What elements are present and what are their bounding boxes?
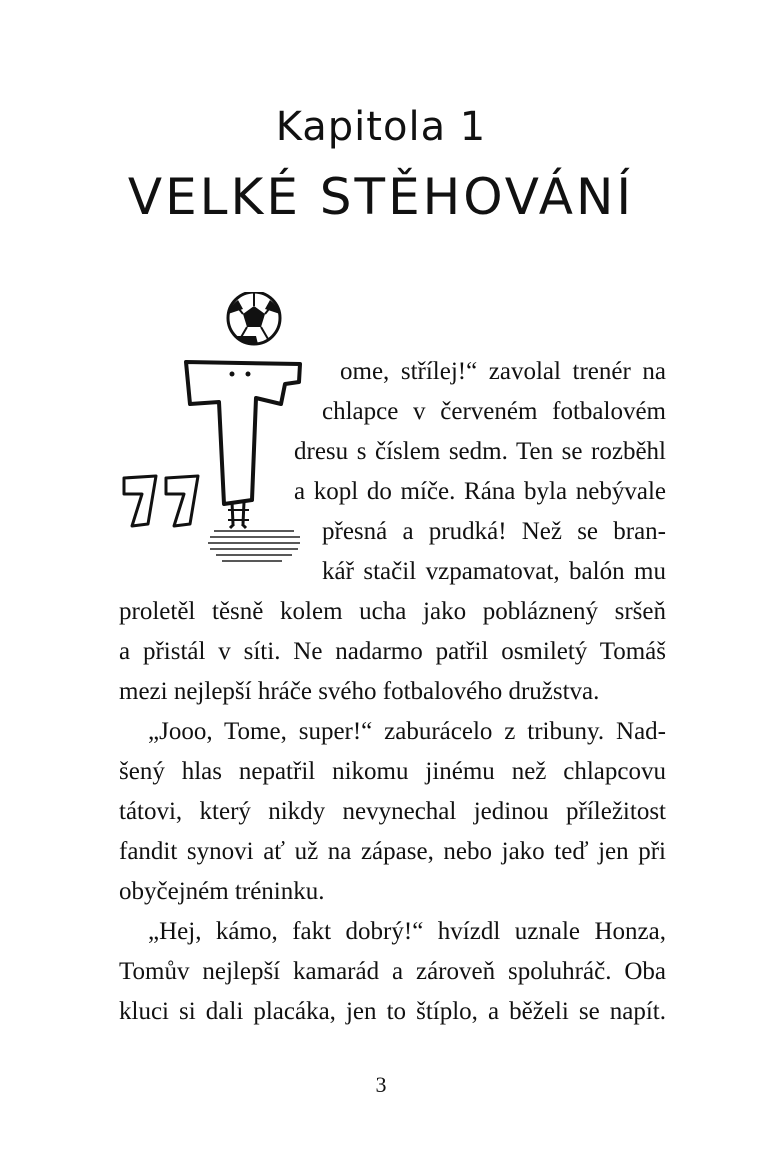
body-line: kluci si dali placáka, jen to štíplo, a běželi se napít. <box>119 998 666 1025</box>
body-line: mezi nejlepší hráče svého fotbalového družstva. <box>119 678 600 705</box>
body-line: přesná a prudká! Než se bran- <box>322 518 666 545</box>
body-line: Tomův nejlepší kamarád a zároveň spoluhráč. Oba <box>119 958 666 985</box>
soccer-ball-icon <box>228 292 280 344</box>
chapter-label: Kapitola 1 <box>275 104 487 150</box>
body-line: kář stačil vzpamatovat, balón mu <box>322 558 666 585</box>
body-line: „Hej, kámo, fakt dobrý!“ hvízdl uznale Honza, <box>148 918 666 945</box>
body-line: šený hlas nepatřil nikomu jinému než chlapcovu <box>119 758 666 785</box>
ground-shadow <box>208 530 300 562</box>
body-line: proletěl těsně kolem ucha jako pobláznený sršeň <box>119 598 666 625</box>
body-line: dresu s číslem sedm. Ten se rozběhl <box>294 438 666 465</box>
letter-t-figure-icon <box>186 362 300 528</box>
body-line: chlapce v červeném fotbalovém <box>322 398 666 425</box>
page-number: 3 <box>375 1072 387 1097</box>
dropcap-illustration <box>118 292 308 582</box>
quote-marks-icon <box>124 476 198 526</box>
body-line: ome, střílej!“ zavolal trenér na <box>340 358 666 385</box>
body-line: a přistál v síti. Ne nadarmo patřil osmiletý Tomáš <box>119 638 666 665</box>
chapter-title: VELKÉ STĚHOVÁNÍ <box>127 168 635 226</box>
body-line: obyčejném tréninku. <box>119 878 325 905</box>
body-line: a kopl do míče. Rána byla nebývale <box>294 478 666 505</box>
body-line: „Jooo, Tome, super!“ zaburácelo z tribuny. Nad- <box>148 718 666 745</box>
body-line: tátovi, který nikdy nevynechal jedinou příležitost <box>119 798 666 825</box>
body-line: fandit synovi ať už na zápase, nebo jako teď jen při <box>119 838 666 865</box>
